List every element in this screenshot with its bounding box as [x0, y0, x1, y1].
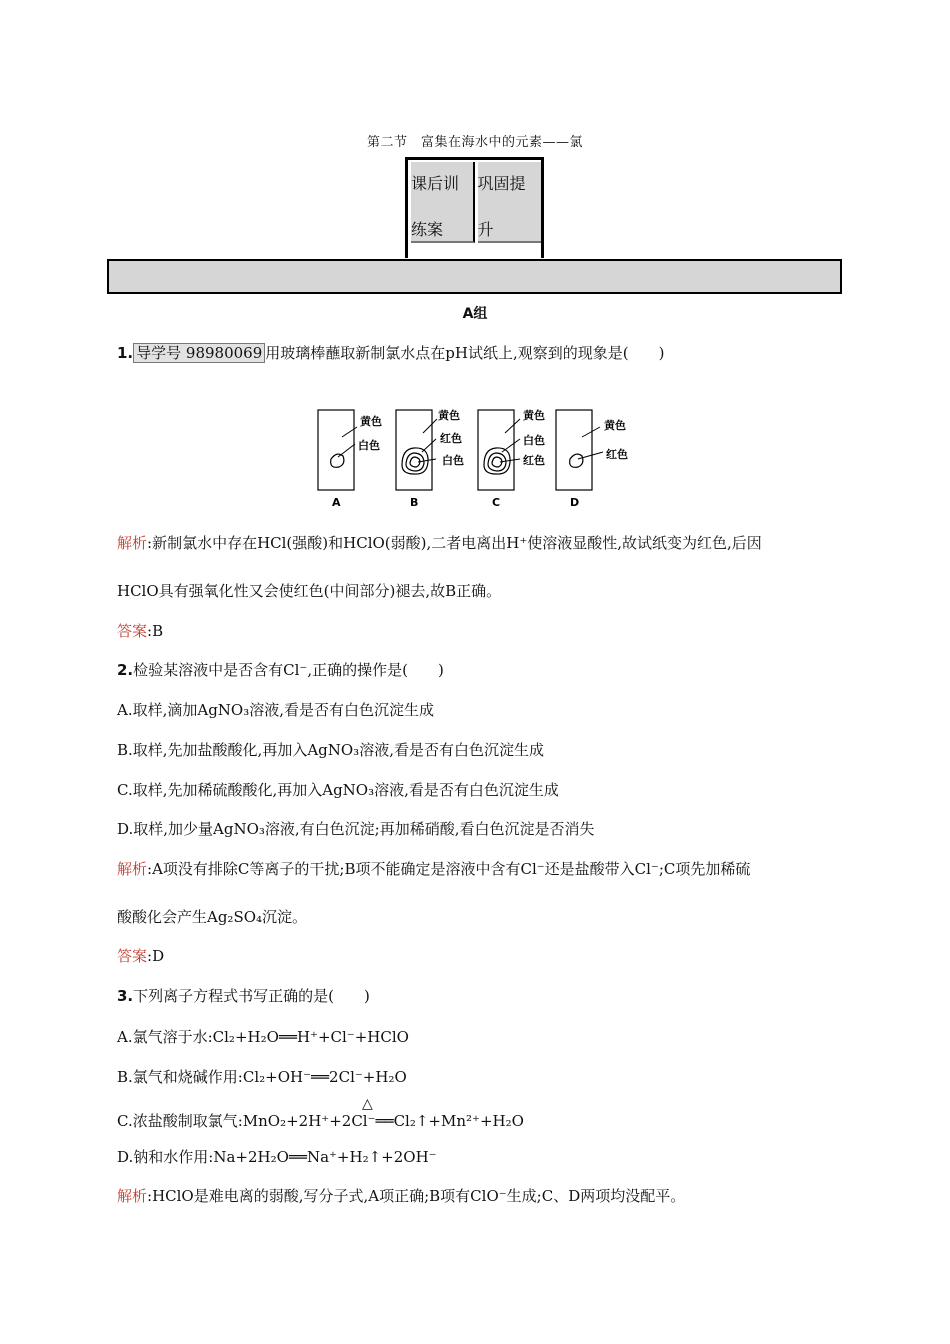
label-c-red: 红色	[523, 454, 545, 467]
paper-a	[318, 410, 354, 490]
guide-number-badge[interactable]: 导学号 98980069	[133, 343, 265, 363]
analysis-2-line1: 解析:A项没有排除C等离子的干扰;B项不能确定是溶液中含有Cl⁻还是盐酸带入Cl⁻;C项先加稀硫	[117, 860, 751, 878]
answer-value: D	[152, 947, 165, 965]
option-2a: A.取样,滴加AgNO₃溶液,看是否有白色沉淀生成	[117, 701, 435, 719]
analysis-label: 解析	[117, 1187, 148, 1205]
label-a-white: 白色	[358, 439, 380, 452]
ph-paper-figure	[315, 407, 635, 512]
label-b-red: 红色	[440, 432, 462, 445]
option-3b: B.氯气和烧碱作用:Cl₂+OH⁻══2Cl⁻+H₂O	[117, 1068, 407, 1086]
question-2	[117, 659, 444, 680]
label-d-yellow: 黄色	[604, 419, 626, 432]
analysis-2-line2: 酸酸化会产生Ag₂SO₄沉淀。	[117, 908, 308, 926]
paper-c	[478, 410, 514, 490]
option-3c: C.浓盐酸制取氯气:MnO₂+2H⁺+2Cl⁻══Cl₂↑+Mn²⁺+H₂O	[117, 1112, 524, 1130]
tab-consolidate-improve[interactable]	[478, 162, 541, 243]
tab-group	[405, 157, 544, 258]
option-2b: B.取样,先加盐酸酸化,再加入AgNO₃溶液,看是否有白色沉淀生成	[117, 741, 544, 759]
label-c-yellow: 黄色	[523, 409, 545, 422]
answer-value: B	[152, 622, 164, 640]
header-bar	[107, 259, 842, 294]
analysis-1-line1: 解析:新制氯水中存在HCl(强酸)和HClO(弱酸),二者电离出H⁺使溶液显酸性,故试纸变为红色,后因	[117, 534, 762, 552]
label-d-red: 红色	[606, 448, 628, 461]
paper-b	[396, 410, 432, 490]
option-c-label: C	[492, 496, 501, 509]
analysis-label: 解析	[117, 534, 148, 552]
analysis-3: 解析:HClO是难电离的弱酸,写分子式,A项正确;B项有ClO⁻生成;C、D两项均没配平。	[117, 1187, 686, 1205]
analysis-label: 解析	[117, 860, 148, 878]
question-text: 用玻璃棒蘸取新制氯水点在pH试纸上,观察到的现象是( )	[265, 344, 665, 362]
spot-d	[570, 454, 583, 467]
tab-after-class-training[interactable]	[411, 162, 475, 243]
answer-label: 答案	[117, 622, 148, 640]
question-1	[117, 342, 664, 363]
paper-d	[556, 410, 592, 490]
option-3d: D.钠和水作用:Na+2H₂O══Na⁺+H₂↑+2OH⁻	[117, 1148, 437, 1166]
question-text: 下列离子方程式书写正确的是( )	[133, 987, 370, 1005]
tab-label-line1: 课后训	[411, 174, 460, 193]
option-3a: A.氯气溶于水:Cl₂+H₂O══H⁺+Cl⁻+HClO	[117, 1028, 409, 1046]
option-d-label: D	[570, 496, 580, 509]
option-a-label: A	[332, 496, 341, 509]
answer-2: 答案:D	[117, 947, 165, 965]
spot-a	[331, 454, 344, 467]
option-2c: C.取样,先加稀硫酸酸化,再加入AgNO₃溶液,看是否有白色沉淀生成	[117, 781, 559, 799]
question-text: 检验某溶液中是否含有Cl⁻,正确的操作是( )	[133, 661, 444, 679]
question-number: 3.	[117, 987, 134, 1005]
analysis-text: A项没有排除C等离子的干扰;B项不能确定是溶液中含有Cl⁻还是盐酸带入Cl⁻;C项先加稀硫	[152, 860, 751, 878]
question-number: 1.	[117, 344, 134, 362]
analysis-1-line2: HClO具有强氧化性又会使红色(中间部分)褪去,故B正确。	[117, 582, 502, 600]
label-b-yellow: 黄色	[438, 409, 460, 422]
option-2d: D.取样,加少量AgNO₃溶液,有白色沉淀;再加稀硝酸,看白色沉淀是否消失	[117, 820, 595, 838]
label-c-white: 白色	[523, 434, 545, 447]
answer-label: 答案	[117, 947, 148, 965]
answer-1: 答案:B	[117, 622, 164, 640]
heat-symbol: △	[362, 1096, 373, 1112]
tab-label-line1: 巩固提	[477, 174, 526, 193]
tab-label-line2: 升	[477, 220, 494, 239]
option-b-label: B	[410, 496, 419, 509]
tab-label-line2: 练案	[411, 220, 444, 239]
question-number: 2.	[117, 661, 134, 679]
question-3	[117, 985, 370, 1006]
analysis-text: HClO是难电离的弱酸,写分子式,A项正确;B项有ClO⁻生成;C、D两项均没配平。	[152, 1187, 686, 1205]
group-heading: A组	[462, 306, 488, 322]
label-a-yellow: 黄色	[360, 415, 382, 428]
page-title: 第二节 富集在海水中的元素——氯	[366, 135, 583, 150]
label-b-white: 白色	[442, 454, 464, 467]
analysis-text: 新制氯水中存在HCl(强酸)和HClO(弱酸),二者电离出H⁺使溶液显酸性,故试纸变为红色,后因	[152, 534, 762, 552]
